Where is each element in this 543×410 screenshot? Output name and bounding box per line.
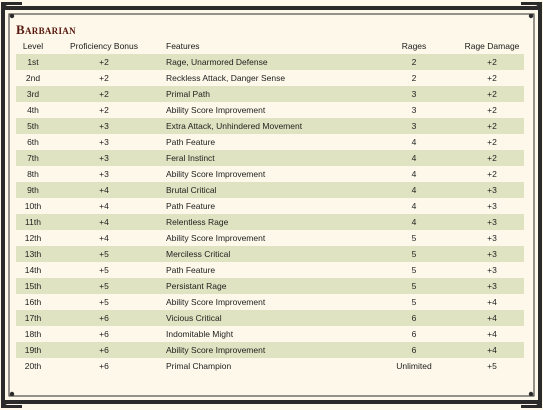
header-rages: Rages (401, 41, 427, 51)
cell-proficiency-bonus: +6 (99, 329, 109, 339)
header-proficiency-bonus: Proficiency Bonus (69, 41, 139, 51)
cell-level: 12th (24, 233, 42, 243)
cell-rage-damage: +3 (487, 217, 497, 227)
cell-proficiency-bonus: +5 (99, 249, 109, 259)
cell-features: Indomitable Might (166, 329, 234, 339)
cell-level: 14th (24, 265, 42, 275)
cell-features: Rage, Unarmored Defense (166, 57, 268, 67)
cell-features: Ability Score Improvement (166, 169, 266, 179)
cell-proficiency-bonus: +4 (99, 201, 109, 211)
table-title: Barbarian (16, 22, 76, 37)
cell-proficiency-bonus: +6 (99, 313, 109, 323)
cell-rage-damage: +3 (487, 249, 497, 259)
table-row (16, 294, 524, 310)
cell-features: Ability Score Improvement (166, 233, 266, 243)
cell-rages: 5 (411, 297, 417, 307)
cell-level: 9th (27, 185, 39, 195)
table-row (16, 166, 524, 182)
cell-features: Feral Instinct (166, 153, 215, 163)
cell-rage-damage: +2 (487, 153, 497, 163)
table-header-row (16, 38, 524, 54)
cell-rage-damage: +2 (487, 89, 497, 99)
cell-proficiency-bonus: +6 (99, 361, 109, 371)
table-row (16, 182, 524, 198)
cell-features: Brutal Critical (166, 185, 217, 195)
cell-rage-damage: +3 (487, 265, 497, 275)
table-row (16, 262, 524, 278)
cell-level: 16th (24, 297, 42, 307)
cell-proficiency-bonus: +5 (99, 297, 109, 307)
cell-rage-damage: +4 (487, 329, 497, 339)
cell-proficiency-bonus: +2 (99, 105, 109, 115)
cell-rages: 4 (411, 137, 417, 147)
cell-proficiency-bonus: +2 (99, 57, 109, 67)
cell-proficiency-bonus: +4 (99, 185, 109, 195)
cell-rages: 5 (411, 233, 417, 243)
table-row (16, 150, 524, 166)
cell-level: 8th (27, 169, 39, 179)
table-row (16, 54, 524, 70)
cell-rages: 3 (411, 105, 417, 115)
cell-rage-damage: +2 (487, 105, 497, 115)
cell-rages: 4 (411, 169, 417, 179)
table-row (16, 70, 524, 86)
cell-level: 1st (27, 57, 39, 67)
cell-features: Primal Path (166, 89, 210, 99)
cell-features: Vicious Critical (166, 313, 222, 323)
table-row (16, 358, 524, 374)
cell-level: 6th (27, 137, 39, 147)
cell-level: 2nd (25, 73, 41, 83)
table-row (16, 326, 524, 342)
cell-rages: 3 (411, 121, 417, 131)
cell-rages: 6 (411, 345, 417, 355)
cell-features: Extra Attack, Unhindered Movement (166, 121, 303, 131)
cell-proficiency-bonus: +5 (99, 281, 109, 291)
cell-proficiency-bonus: +5 (99, 265, 109, 275)
cell-features: Primal Champion (166, 361, 232, 371)
cell-features: Path Feature (166, 201, 216, 211)
cell-rage-damage: +2 (487, 121, 497, 131)
cell-rages: 4 (411, 185, 417, 195)
cell-rage-damage: +3 (487, 281, 497, 291)
cell-proficiency-bonus: +3 (99, 137, 109, 147)
table-row (16, 310, 524, 326)
cell-rage-damage: +2 (487, 137, 497, 147)
cell-rages: 2 (411, 73, 417, 83)
cell-proficiency-bonus: +2 (99, 89, 109, 99)
cell-rages: 5 (411, 281, 417, 291)
cell-rage-damage: +2 (487, 57, 497, 67)
cell-level: 7th (27, 153, 39, 163)
header-level: Level (22, 41, 44, 51)
cell-rage-damage: +2 (487, 73, 497, 83)
cell-features: Ability Score Improvement (166, 297, 266, 307)
cell-features: Persistant Rage (166, 281, 227, 291)
table-row (16, 102, 524, 118)
table-row (16, 246, 524, 262)
barbarian-progression-table (16, 38, 524, 374)
table-row (16, 342, 524, 358)
cell-rages: 5 (411, 265, 417, 275)
cell-rages: 3 (411, 89, 417, 99)
cell-level: 4th (27, 105, 39, 115)
cell-rages: 6 (411, 329, 417, 339)
cell-proficiency-bonus: +6 (99, 345, 109, 355)
cell-level: 3rd (26, 89, 40, 99)
cell-features: Path Feature (166, 265, 216, 275)
cell-features: Reckless Attack, Danger Sense (166, 73, 286, 83)
cell-rages: 4 (411, 217, 417, 227)
cell-level: 11th (25, 217, 41, 227)
table-row (16, 118, 524, 134)
cell-proficiency-bonus: +3 (99, 121, 109, 131)
header-rage-damage: Rage Damage (464, 41, 520, 51)
cell-rages: 4 (411, 153, 417, 163)
cell-proficiency-bonus: +4 (99, 217, 109, 227)
cell-features: Merciless Critical (166, 249, 231, 259)
cell-features: Ability Score Improvement (166, 345, 266, 355)
cell-level: 15th (24, 281, 42, 291)
table-row (16, 214, 524, 230)
table-row (16, 230, 524, 246)
cell-rages: 4 (411, 201, 417, 211)
cell-rage-damage: +3 (487, 185, 497, 195)
table-row (16, 278, 524, 294)
table-body (16, 54, 524, 374)
cell-rage-damage: +3 (487, 233, 497, 243)
cell-rage-damage: +2 (487, 169, 497, 179)
table-row (16, 86, 524, 102)
cell-proficiency-bonus: +2 (99, 73, 109, 83)
cell-rage-damage: +5 (487, 361, 497, 371)
cell-features: Relentless Rage (166, 217, 229, 227)
cell-level: 13th (24, 249, 42, 259)
cell-proficiency-bonus: +3 (99, 169, 109, 179)
cell-level: 18th (24, 329, 42, 339)
cell-rage-damage: +4 (487, 313, 497, 323)
cell-level: 20th (24, 361, 42, 371)
cell-rage-damage: +3 (487, 201, 497, 211)
cell-rages: 6 (411, 313, 417, 323)
cell-rages: 2 (411, 57, 417, 67)
cell-proficiency-bonus: +3 (99, 153, 109, 163)
cell-rages: 5 (411, 249, 417, 259)
header-features: Features (166, 41, 200, 51)
cell-level: 19th (24, 345, 42, 355)
class-table-panel (16, 22, 528, 374)
cell-features: Path Feature (166, 137, 216, 147)
cell-proficiency-bonus: +4 (99, 233, 109, 243)
cell-level: 17th (24, 313, 42, 323)
table-row (16, 198, 524, 214)
cell-rages: Unlimited (396, 361, 432, 371)
cell-features: Ability Score Improvement (166, 105, 266, 115)
cell-level: 5th (27, 121, 39, 131)
cell-rage-damage: +4 (487, 345, 497, 355)
table-row (16, 134, 524, 150)
cell-level: 10th (24, 201, 42, 211)
cell-rage-damage: +4 (487, 297, 497, 307)
